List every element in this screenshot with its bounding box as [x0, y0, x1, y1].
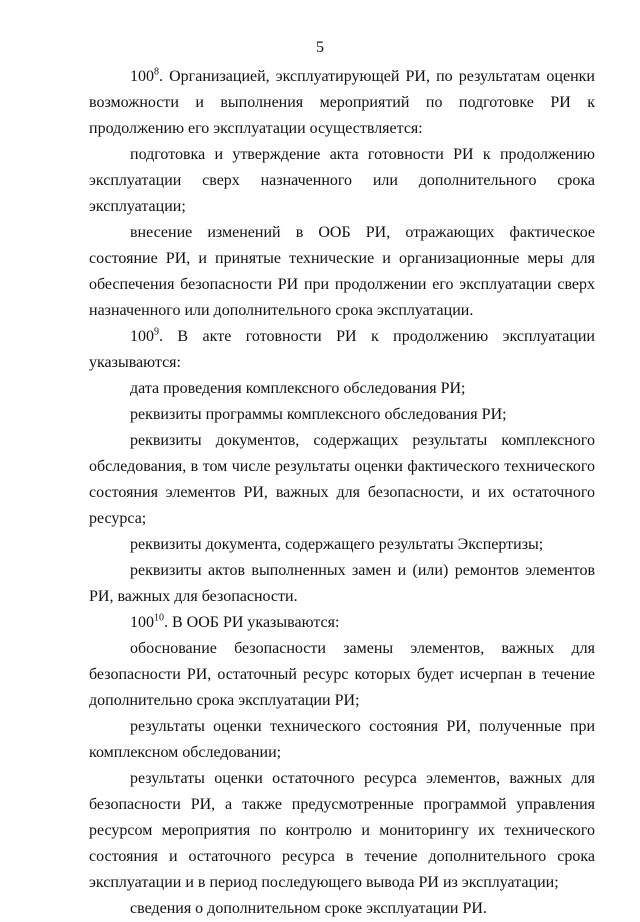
paragraph-text: . Организацией, эксплуатирующей РИ, по результатам оценки возможности и выполнения мероприятий по подготовке РИ к продолжению его эксплуатации осуществляется:	[89, 68, 595, 137]
clause-number: 100	[130, 614, 154, 631]
paragraph-text: дата проведения комплексного обследования РИ;	[130, 380, 466, 397]
paragraph-text: реквизиты документов, содержащих результаты комплексного обследования, в том числе результаты оценки фактического технического состояния элементов РИ, важных для безопасности, и их остаточного ресурса;	[89, 432, 595, 527]
list-item-extra-term	[89, 896, 595, 922]
list-item-program-reqs	[89, 402, 595, 428]
list-item-expertise-reqs	[89, 532, 595, 558]
paragraph-text: обоснование безопасности замены элементов, важных для безопасности РИ, остаточный ресурс которых будет исчерпан в течение дополнительно срока эксплуатации РИ;	[89, 640, 595, 709]
paragraph-text: реквизиты актов выполненных замен и (или) ремонтов элементов РИ, важных для безопасности.	[89, 562, 595, 605]
list-item-doc-reqs	[89, 428, 595, 532]
page-number: 5	[316, 39, 324, 56]
paragraph-text: результаты оценки технического состояния РИ, полученные при комплексном обследовании;	[89, 718, 595, 761]
paragraph-text: реквизиты документа, содержащего результаты Экспертизы;	[130, 536, 544, 553]
paragraph-100-10	[89, 610, 595, 636]
paragraph-100-8	[89, 64, 595, 142]
clause-number: 100	[130, 68, 154, 85]
paragraph-text: реквизиты программы комплексного обследования РИ;	[130, 406, 507, 423]
paragraph-text: результаты оценки остаточного ресурса элементов, важных для безопасности РИ, а также предусмотренные программой управления ресурсом мероприятия по контролю и мониторингу их технического состояния и остаточного ресурса в течение дополнительного срока эксплуатации и в период последующего вывода РИ из эксплуатации;	[89, 770, 595, 891]
list-item-tech-state-results	[89, 714, 595, 766]
paragraph-text: сведения о дополнительном сроке эксплуатации РИ.	[130, 900, 487, 917]
paragraph-text: подготовка и утверждение акта готовности РИ к продолжению эксплуатации сверх назначенного или дополнительного срока эксплуатации;	[89, 146, 595, 215]
clause-superscript: 8	[154, 66, 159, 78]
list-item-replacement-acts	[89, 558, 595, 610]
paragraph-text: . В ООБ РИ указываются:	[164, 614, 340, 631]
list-item-replacement-justification	[89, 636, 595, 714]
clause-superscript: 10	[154, 612, 164, 624]
paragraph-text: внесение изменений в ООБ РИ, отражающих фактическое состояние РИ, и принятые технические и организационные меры для обеспечения безопасности РИ при продолжении его эксплуатации сверх назначенного или дополнительного срока эксплуатации.	[89, 224, 595, 319]
list-item-prep-act	[89, 142, 595, 220]
paragraph-100-9	[89, 324, 595, 376]
clause-number: 100	[130, 328, 154, 345]
paragraph-text: . В акте готовности РИ к продолжению эксплуатации указываются:	[89, 328, 595, 371]
list-item-survey-date	[89, 376, 595, 402]
document-body	[89, 64, 595, 922]
list-item-changes-oob	[89, 220, 595, 324]
list-item-residual-resource	[89, 766, 595, 896]
clause-superscript: 9	[154, 326, 159, 338]
